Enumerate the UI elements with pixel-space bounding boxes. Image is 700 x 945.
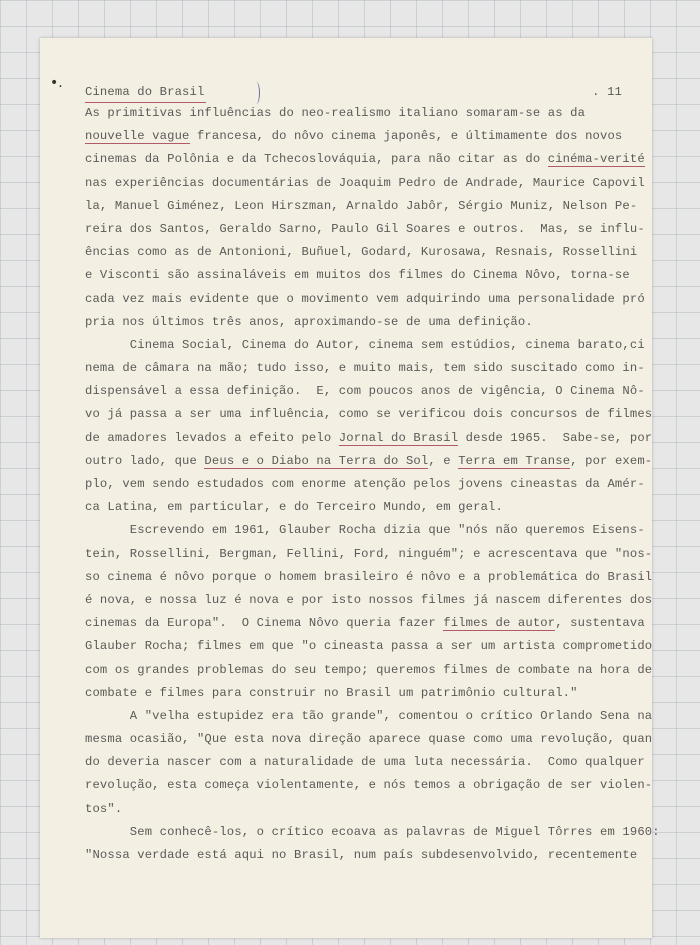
underlined-title: Terra em Transe	[458, 453, 571, 468]
margin-mark: •.	[50, 75, 63, 91]
paragraph	[85, 821, 660, 867]
page-number: . 11	[592, 85, 622, 99]
text-run: combate e filmes para construir no Brasil um patrimônio cultural."	[85, 685, 578, 700]
text-run: la, Manuel Giménez, Leon Hirszman, Arnaldo Jabôr, Sérgio Muniz, Nelson Pe-	[85, 198, 638, 213]
pencil-bracket-mark	[253, 82, 260, 104]
text-run: nas experiências documentárias de Joaquim Pedro de Andrade, Maurice Capovil	[85, 175, 645, 190]
underlined-title: filmes de autor	[443, 616, 556, 631]
text-run: desde 1965. Sabe-se, por	[458, 430, 653, 445]
text-run: Sem conhecê-los, o crítico ecoava as palavras de Miguel Tôrres em 1960:	[85, 824, 660, 839]
text-line	[85, 148, 645, 171]
text-run: Cinema Social, Cinema do Autor, cinema sem estúdios, cinema barato,ci	[85, 337, 645, 352]
text-line	[85, 705, 653, 728]
text-line	[85, 682, 630, 705]
page-header	[85, 82, 630, 102]
text-run: so cinema é nôvo porque o homem brasileiro é nôvo e a problemática do Brasil	[85, 569, 653, 584]
paragraph	[85, 519, 653, 705]
text-line	[85, 589, 653, 612]
text-run: ca Latina, em particular, e do Terceiro Mundo, em geral.	[85, 500, 503, 515]
body-text	[85, 102, 660, 867]
text-run: cada vez mais evidente que o movimento vem adquirindo uma personalidade pró	[85, 291, 645, 306]
text-run: nema de câmara na mão; tudo isso, e muito mais, tem sido suscitado como in-	[85, 361, 645, 376]
text-line	[85, 496, 630, 519]
text-run: Escrevendo em 1961, Glauber Rocha dizia que "nós não queremos Eisens-	[85, 523, 645, 538]
text-run: cinemas da Europa". O Cinema Nôvo queria fazer	[85, 616, 444, 631]
text-line	[85, 125, 630, 148]
text-run: outro lado, que	[85, 453, 205, 468]
text-run: Glauber Rocha; filmes em que "o cineasta passa a ser um artista comprometido	[85, 639, 653, 654]
text-line	[85, 334, 645, 357]
text-run: As primitivas influências do neo-realismo italiano somaram-se as da	[85, 106, 586, 120]
text-run: pria nos últimos três anos, aproximando-se de uma definição.	[85, 314, 533, 329]
text-line	[85, 288, 645, 311]
text-line	[85, 751, 645, 774]
paragraph	[85, 334, 653, 520]
text-run: revolução, esta começa violentamente, e nós temos a obrigação de ser violen-	[85, 778, 653, 793]
text-line	[85, 450, 653, 473]
paragraph	[85, 705, 653, 821]
text-run: tein, Rossellini, Bergman, Fellini, Ford, ninguém"; e acrescentava que "nos-	[85, 546, 653, 561]
underlined-title: cinéma-verité	[547, 152, 645, 167]
text-run: , e	[428, 453, 459, 468]
text-line	[85, 264, 630, 287]
text-line	[85, 427, 653, 450]
underlined-title: Deus e o Diabo na Terra do Sol	[204, 453, 429, 468]
text-line	[85, 612, 645, 635]
text-run: é nova, e nossa luz é nova e por isto nossos filmes já nascem diferentes dos	[85, 592, 653, 607]
running-title: Cinema do Brasil	[85, 82, 206, 103]
text-run: francesa, do nôvo cinema japonês, e últimamente dos novos	[189, 129, 623, 144]
text-line	[85, 218, 645, 241]
text-line	[85, 195, 638, 218]
text-run: do deveria nascer com a naturalidade de uma luta necessária. Como qualquer	[85, 755, 645, 770]
text-line	[85, 821, 660, 844]
text-line	[85, 311, 630, 334]
text-line	[85, 519, 645, 542]
text-line	[85, 357, 645, 380]
text-run: "Nossa verdade está aqui no Brasil, num país subdesenvolvido, recentemente	[85, 848, 638, 862]
text-line	[85, 543, 653, 566]
text-line	[85, 172, 645, 195]
text-run: , por exem-	[570, 453, 653, 468]
text-run: e Visconti são assinaláveis em muitos dos filmes do Cinema Nôvo, torna-se	[85, 268, 630, 283]
text-line	[85, 241, 638, 264]
text-run: cinemas da Polônia e da Tchecoslováquia, para não citar as do	[85, 152, 548, 167]
text-line	[85, 102, 630, 125]
text-line	[85, 844, 638, 867]
paragraph	[85, 102, 645, 334]
underlined-title: Jornal do Brasil	[338, 430, 459, 445]
underlined-title: nouvelle vague	[85, 129, 190, 144]
text-run: com os grandes problemas do seu tempo; queremos filmes de combate na hora de	[85, 662, 653, 677]
text-line	[85, 728, 653, 751]
text-line	[85, 473, 645, 496]
text-run: tos".	[85, 801, 123, 816]
text-line	[85, 566, 653, 589]
text-line	[85, 774, 653, 797]
text-run: , sustentava	[555, 616, 645, 631]
text-run: plo, vem sendo estudados com enorme atenção pelos jovens cineastas da Amér-	[85, 477, 645, 491]
text-line	[85, 659, 653, 682]
text-run: A "velha estupidez era tão grande", comentou o crítico Orlando Sena na	[85, 708, 653, 723]
page-content	[85, 82, 660, 867]
text-run: de amadores levados a efeito pelo	[85, 430, 339, 445]
typed-page	[40, 38, 660, 938]
text-run: ências como as de Antonioni, Buñuel, Godard, Kurosawa, Resnais, Rossellini	[85, 245, 638, 260]
text-line	[85, 798, 630, 821]
text-line	[85, 380, 645, 403]
text-line	[85, 635, 653, 658]
text-run: reira dos Santos, Geraldo Sarno, Paulo Gil Soares e outros. Mas, se influ-	[85, 221, 645, 236]
text-run: vo já passa a ser uma influência, como se verificou dois concursos de filmes	[85, 407, 653, 422]
text-line	[85, 403, 653, 426]
text-run: mesma ocasião, "Que esta nova direção aparece quase como uma revolução, quan	[85, 732, 653, 747]
text-run: dispensável a essa definição. E, com poucos anos de vigência, O Cinema Nô-	[85, 384, 645, 399]
